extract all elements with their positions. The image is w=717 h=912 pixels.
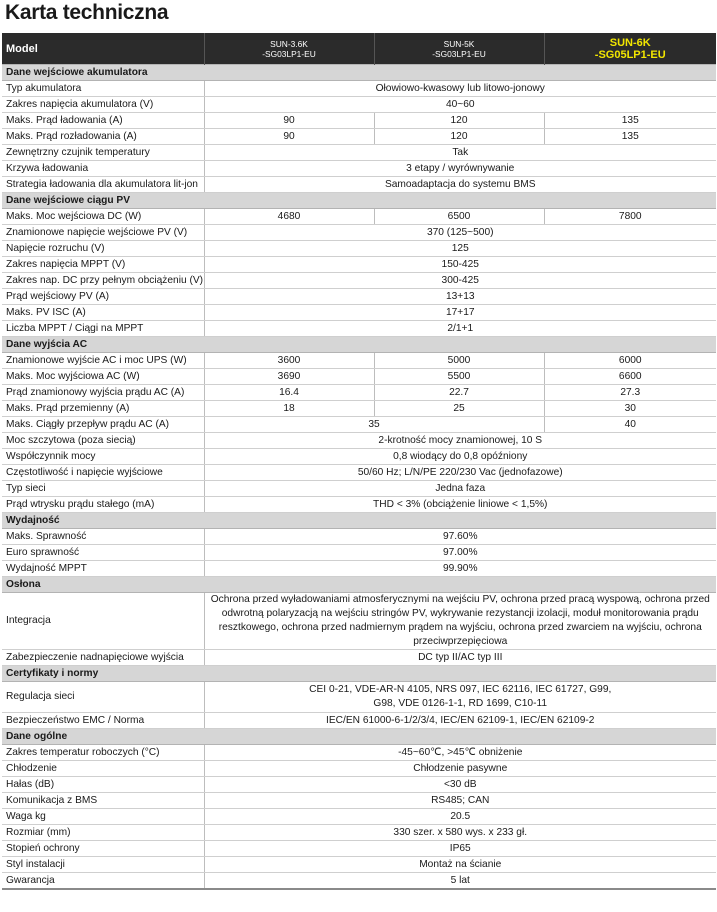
row-value: THD < 3% (obciążenie liniowe < 1,5%): [204, 497, 716, 513]
model-header-2: SUN-5K -SG03LP1-EU: [374, 33, 544, 65]
row-label: Maks. Prąd rozładowania (A): [2, 129, 204, 145]
cell-value: 3690: [204, 369, 374, 385]
cell-value: 135: [544, 113, 716, 129]
row-value: 17+17: [204, 305, 716, 321]
row-label: Styl instalacji: [2, 857, 204, 873]
section-title: Dane ogólne: [2, 729, 716, 745]
row-value: 50/60 Hz; L/N/PE 220/230 Vac (jednofazowe): [204, 465, 716, 481]
row-label: Rozmiar (mm): [2, 825, 204, 841]
cell-value: 120: [374, 113, 544, 129]
row-label: Stopień ochrony: [2, 841, 204, 857]
section-title: Dane wejściowe ciągu PV: [2, 193, 716, 209]
row-label: Zakres napięcia MPPT (V): [2, 257, 204, 273]
row-value: 2/1+1: [204, 321, 716, 337]
row-value: 5 lat: [204, 873, 716, 890]
section-title: Dane wejściowe akumulatora: [2, 65, 716, 81]
row-value: 370 (125~500): [204, 225, 716, 241]
cell-value: 27.3: [544, 385, 716, 401]
row-value: Tak: [204, 145, 716, 161]
row-label: Maks. Prąd przemienny (A): [2, 401, 204, 417]
row-value: 3 etapy / wyrównywanie: [204, 161, 716, 177]
row-label: Euro sprawność: [2, 545, 204, 561]
row-label: Zakres temperatur roboczych (°C): [2, 745, 204, 761]
row-label: Regulacja sieci: [2, 682, 204, 713]
cell-value: 6500: [374, 209, 544, 225]
row-label: Częstotliwość i napięcie wyjściowe: [2, 465, 204, 481]
row-value: Ołowiowo-kwasowy lub litowo-jonowy: [204, 81, 716, 97]
model-label: Model: [2, 33, 204, 65]
row-label: Napięcie rozruchu (V): [2, 241, 204, 257]
row-value: CEI 0-21, VDE-AR-N 4105, NRS 097, IEC 62116, IEC 61727, G99, G98, VDE 0126-1-1, RD 1699, C10-11: [204, 682, 716, 713]
cell-value: 120: [374, 129, 544, 145]
row-label: Znamionowe napięcie wejściowe PV (V): [2, 225, 204, 241]
row-label: Gwarancja: [2, 873, 204, 890]
row-label: Maks. Moc wyjściowa AC (W): [2, 369, 204, 385]
cell-value: 22.7: [374, 385, 544, 401]
row-value: <30 dB: [204, 777, 716, 793]
row-value: IEC/EN 61000-6-1/2/3/4, IEC/EN 62109-1, IEC/EN 62109-2: [204, 713, 716, 729]
row-label: Zabezpieczenie nadnapięciowe wyjścia: [2, 650, 204, 666]
row-label: Maks. Moc wejściowa DC (W): [2, 209, 204, 225]
row-label: Prąd wtrysku prądu stałego (mA): [2, 497, 204, 513]
cell-value: 4680: [204, 209, 374, 225]
header-row: [2, 33, 716, 65]
model-header-1: SUN-3.6K -SG03LP1-EU: [204, 33, 374, 65]
row-label: Bezpieczeństwo EMC / Norma: [2, 713, 204, 729]
row-label: Zakres nap. DC przy pełnym obciążeniu (V): [2, 273, 204, 289]
row-label: Wydajność MPPT: [2, 561, 204, 577]
section-title: Dane wyjścia AC: [2, 337, 716, 353]
cell-value: 90: [204, 113, 374, 129]
row-value: 99.90%: [204, 561, 716, 577]
row-value: Montaż na ścianie: [204, 857, 716, 873]
row-label: Moc szczytowa (poza siecią): [2, 433, 204, 449]
cell-value: 25: [374, 401, 544, 417]
row-label: Liczba MPPT / Ciągi na MPPT: [2, 321, 204, 337]
cell-value: 5000: [374, 353, 544, 369]
cell-value: 3600: [204, 353, 374, 369]
cell-value: 6000: [544, 353, 716, 369]
row-value: Ochrona przed wyładowaniami atmosferycznymi na wejściu PV, ochrona przed pracą wyspową, ochrona przed odwrotną polaryzacją na wejściu stringów PV, wykrywanie rezystancji izolacji, moduł monitorowania prądu resztkowego, ochrona przed nadmiernym prądem na wyjściu, ochrona przed zwarciem na wyjściu, ochrona przeciwprzepięciowa: [204, 593, 716, 650]
row-value: 97.60%: [204, 529, 716, 545]
section-title: Osłona: [2, 577, 716, 593]
row-value: Samoadaptacja do systemu BMS: [204, 177, 716, 193]
row-label: Waga kg: [2, 809, 204, 825]
row-value: Jedna faza: [204, 481, 716, 497]
row-value: 125: [204, 241, 716, 257]
section-title: Wydajność: [2, 513, 716, 529]
cell-value: 35: [204, 417, 544, 433]
row-value: 330 szer. x 580 wys. x 233 gł.: [204, 825, 716, 841]
row-label: Komunikacja z BMS: [2, 793, 204, 809]
row-value: Chłodzenie pasywne: [204, 761, 716, 777]
row-label: Typ akumulatora: [2, 81, 204, 97]
row-label: Strategia ładowania dla akumulatora lit-jon: [2, 177, 204, 193]
cell-value: 135: [544, 129, 716, 145]
cell-value: 30: [544, 401, 716, 417]
row-value: 2-krotność mocy znamionowej, 10 S: [204, 433, 716, 449]
row-label: Integracja: [2, 593, 204, 650]
cell-value: 6600: [544, 369, 716, 385]
row-label: Maks. PV ISC (A): [2, 305, 204, 321]
row-label: Chłodzenie: [2, 761, 204, 777]
row-label: Prąd znamionowy wyjścia prądu AC (A): [2, 385, 204, 401]
row-value: -45~60℃, >45℃ obniżenie: [204, 745, 716, 761]
row-value: 20.5: [204, 809, 716, 825]
row-value: 150-425: [204, 257, 716, 273]
page-title: Karta techniczna: [5, 1, 169, 24]
row-label: Hałas (dB): [2, 777, 204, 793]
row-label: Współczynnik mocy: [2, 449, 204, 465]
row-value: DC typ II/AC typ III: [204, 650, 716, 666]
cell-value: 5500: [374, 369, 544, 385]
row-value: 0,8 wiodący do 0,8 opóźniony: [204, 449, 716, 465]
row-label: Krzywa ładowania: [2, 161, 204, 177]
cell-value: 90: [204, 129, 374, 145]
row-label: Zakres napięcia akumulatora (V): [2, 97, 204, 113]
cell-value: 16.4: [204, 385, 374, 401]
row-label: Prąd wejściowy PV (A): [2, 289, 204, 305]
cell-value: 18: [204, 401, 374, 417]
model-header-3: SUN-6K -SG05LP1-EU: [544, 33, 716, 65]
row-value: 40~60: [204, 97, 716, 113]
cell-value: 7800: [544, 209, 716, 225]
row-label: Typ sieci: [2, 481, 204, 497]
section-title: Certyfikaty i normy: [2, 666, 716, 682]
row-value: 97.00%: [204, 545, 716, 561]
row-label: Maks. Ciągły przepływ prądu AC (A): [2, 417, 204, 433]
row-value: 300-425: [204, 273, 716, 289]
row-value: 13+13: [204, 289, 716, 305]
cell-value: 40: [544, 417, 716, 433]
row-value: RS485; CAN: [204, 793, 716, 809]
row-label: Maks. Prąd ładowania (A): [2, 113, 204, 129]
row-label: Maks. Sprawność: [2, 529, 204, 545]
row-label: Zewnętrzny czujnik temperatury: [2, 145, 204, 161]
spec-table: [2, 33, 716, 890]
row-label: Znamionowe wyjście AC i moc UPS (W): [2, 353, 204, 369]
row-value: IP65: [204, 841, 716, 857]
